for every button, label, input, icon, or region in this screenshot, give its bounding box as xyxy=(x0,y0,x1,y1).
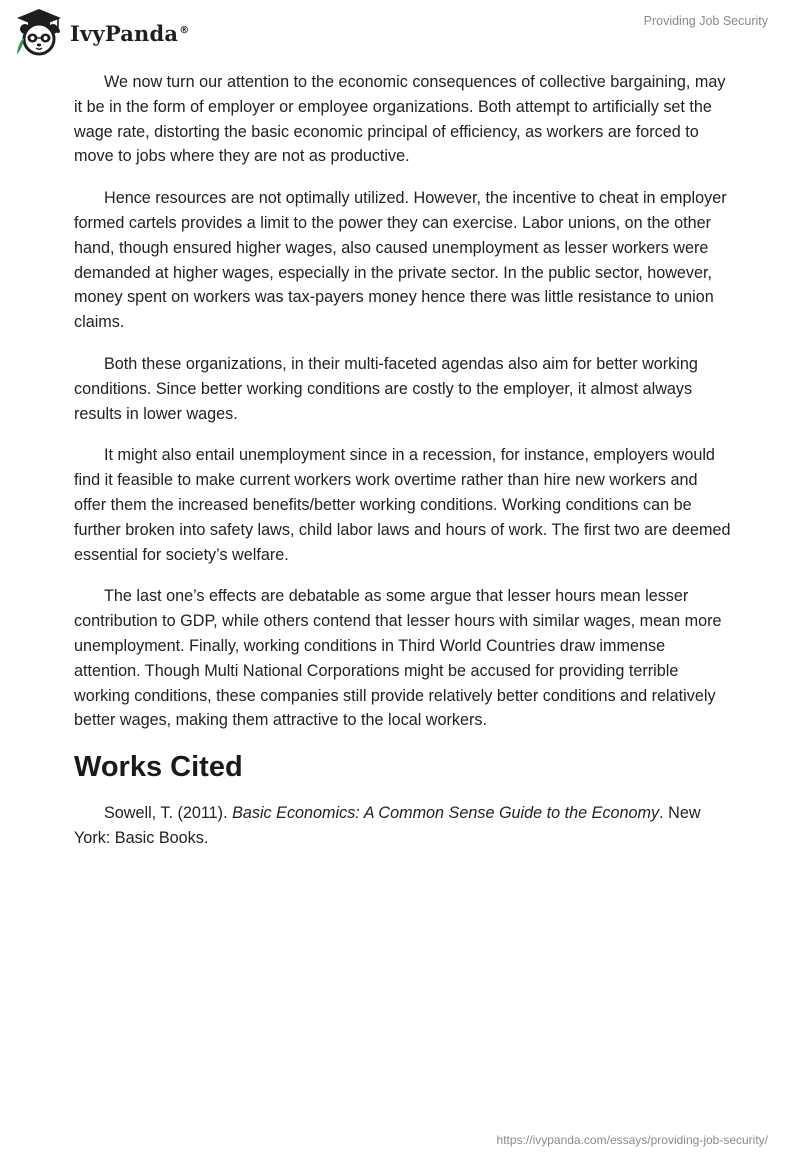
logo-wordmark: IvyPanda xyxy=(70,20,179,46)
citation-publisher: . New York: Basic Books. xyxy=(74,804,701,847)
citation-author-year: Sowell, T. (2011). xyxy=(104,804,233,823)
page-header xyxy=(0,0,800,64)
source-url[interactable]: https://ivypanda.com/essays/providing-job-security/ xyxy=(496,1133,768,1147)
body-paragraph: The last one’s effects are debatable as some argue that lesser hours mean lesser contribution to GDP, while others contend that lesser hours with similar wages, mean more unemployment. Finally, working conditions in Third World Countries draw immense attention. Though Multi National Corporations might be accused for providing terrible working conditions, these companies still provide relatively better conditions and relatively better wages, making them attractive to the local workers. xyxy=(74,587,722,730)
essay-content xyxy=(74,70,734,868)
body-paragraph: Both these organizations, in their multi-faceted agendas also aim for better working conditions. Since better working conditions are costly to the employer, it almost always results in lower wages. xyxy=(74,354,698,423)
document-title: Providing Job Security xyxy=(643,14,768,28)
body-paragraph: Hence resources are not optimally utilized. However, the incentive to cheat in employer formed cartels provides a limit to the power they can exercise. Labor unions, on the other hand, though ensured higher wages, also caused unemployment as lesser workers were demanded at higher wages, especially in the private sector. In the public sector, however, money spent on workers was tax-payers money hence there was little resistance to union claims. xyxy=(74,189,727,332)
panda-mascot-icon xyxy=(14,8,64,56)
ivypanda-logo[interactable] xyxy=(14,7,189,57)
logo-text xyxy=(70,21,189,46)
registered-mark: ® xyxy=(179,24,190,36)
works-cited-heading: Works Cited xyxy=(74,751,243,784)
citation-book-title: Basic Economics: A Common Sense Guide to the Economy xyxy=(232,804,660,823)
body-paragraph: We now turn our attention to the economic consequences of collective bargaining, may it be in the form of employer or employee organizations. Both attempt to artificially set the wage rate, distorting the basic economic principal of efficiency, as workers are forced to move to jobs where they are not as productive. xyxy=(74,73,726,166)
citation-entry xyxy=(74,801,734,851)
body-paragraph: It might also entail unemployment since in a recession, for instance, employers would find it feasible to make current workers work overtime rather than hire new workers and offer them the increased benefits/better working conditions. Working conditions can be further broken into safety laws, child labor laws and hours of work. The first two are deemed essential for society’s welfare. xyxy=(74,446,731,564)
